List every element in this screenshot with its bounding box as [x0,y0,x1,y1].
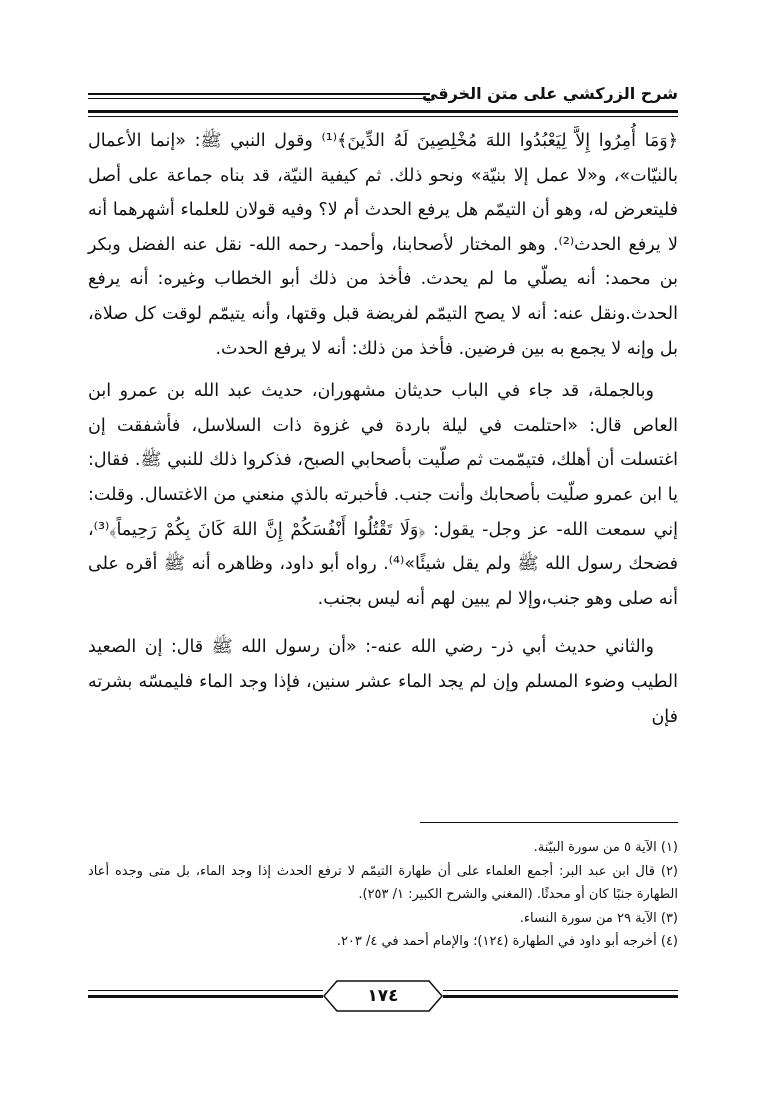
page-footer [88,980,678,1020]
footnote-1: (١) الآية ٥ من سورة البيّنة. [533,840,678,855]
main-text [88,124,678,734]
paragraph-3: والثاني حديث أبي ذر- رضي الله عنه-: «أن رسول الله ﷺ قال: إن الصعيد الطيب وضوء المسلم وإن لم يجد الماء عشر سنين، فإذا وجد الماء فليمسّه بشرته فإن [88,637,678,727]
header-full-rule [88,110,678,113]
paragraph-2: وبالجملة، قد جاء في الباب حديثان مشهوران، حديث عبد الله بن عمرو ابن العاص قال: «احتلمت في ليلة باردة في غزوة ذات السلاسل، فأشفقت إن اغتسلت أن أهلك، فتيمّمت ثم صلّيت بأصحابي الصبح، فذكروا ذلك للنبي ﷺ. فقال: يا ابن عمرو صلّيت بأصحابك وأنت جنب. فأخبرته بالذي منعني من الاغتسال. وقلت: إني سمعت الله- عز وجل- يقول: ﴿وَلَا تَقْتُلُوا أَنْفُسَكُمْ إِنَّ اللهَ كَانَ بِكُمْ رَحِيماً﴾⁽³⁾، فضحك رسول الله ﷺ ولم يقل شيئًا»⁽⁴⁾. رواه أبو داود، وظاهره أنه ﷺ أقره على أنه صلى وهو جنب،وإلا لم يبين لهم أنه ليس بجنب. [88,381,678,609]
paragraph-1: ﴿وَمَا أُمِرُوا إِلاَّ لِيَعْبُدُوا اللهَ مُخْلِصِينَ لَهُ الدِّينَ﴾⁽¹⁾ وقول النبي ﷺ: «إنما الأعمال بالنيّات»، و«لا عمل إلا بنيّة» ونحو ذلك. ثم كيفية النيّة، قد بناه جماعة على أصل فليتعرض له، وهو أن التيمّم هل يرفع الحدث أم لا؟ وفيه قولان للعلماء أشهرهما أنه لا يرفع الحدث⁽²⁾. وهو المختار لأصحابنا، وأحمد- رحمه الله- نقل عنه الفضل وبكر بن محمد: أنه يصلّي ما لم يحدث. فأخذ من ذلك أبو الخطاب وغيره: أنه يرفع الحدث.ونقل عنه: أنه لا يصح التيمّم لفريضة قبل وقتها، وأنه يتيمّم لوقت كل صلاة، بل وإنه لا يجمع به بين فرضين. فأخذ من ذلك: أنه لا يرفع الحدث. [88,131,678,359]
page-number-frame [323,980,443,1012]
header-rule-thin [88,98,430,99]
footnote-2: (٢) قال ابن عبد البر: أجمع العلماء على أن طهارة التيمّم لا ترفع الحدث إذا وجد الماء، بل متى وجده أعاد الطهارة جنبًا كان أو محدثًا. (المغني والشرح الكبير: ١/ ٢٥٣). [88,863,678,902]
footnote-divider [420,822,678,823]
footnotes [88,836,678,954]
running-header-title: شرح الزركشي على متن الخرقي [421,84,678,103]
page-number: ١٧٤ [367,986,399,1006]
footnote-3: (٣) الآية ٢٩ من سورة النساء. [519,910,678,926]
running-header [88,80,678,120]
footnote-4: (٤) أخرجه أبو داود في الطهارة (١٢٤)؛ والإمام أحمد في ٤/ ٢٠٣. [336,934,678,949]
header-rule [88,93,430,95]
header-full-rule-thin [88,116,678,117]
